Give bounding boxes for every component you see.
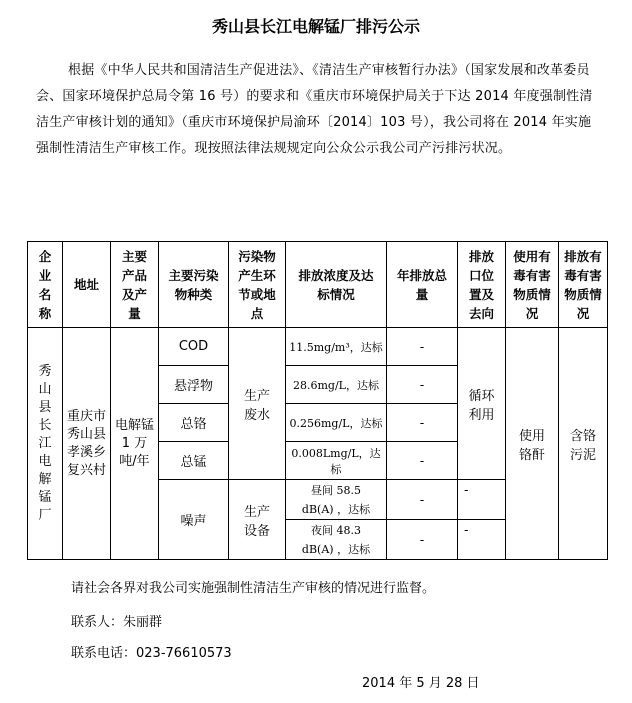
header-outlet: 排放口位置及去向: [458, 242, 506, 328]
table-row: [28, 328, 608, 366]
contact-person: 联系人：朱丽群: [71, 615, 163, 630]
emission-table: [27, 241, 608, 560]
noise-day-outlet-cell: -: [458, 480, 506, 520]
emission-cell: 28.6mg/L，达标: [286, 366, 387, 404]
noise-night-emission-cell: 夜间 48.3 dB(A) ，达标: [286, 520, 387, 560]
emission-cell: 0.256mg/L，达标: [286, 404, 387, 442]
header-source: 污染物产生环节或地点: [229, 242, 286, 328]
noise-night-outlet-cell: -: [458, 520, 506, 560]
table-header-row: [28, 242, 608, 328]
header-pollutant: 主要污染物种类: [159, 242, 229, 328]
supervision-text: 请社会各界对我公司实施强制性清洁生产审核的情况进行监督。: [71, 581, 436, 596]
noise-day-annual-cell: -: [387, 480, 458, 520]
page-title: 秀山县长江电解锰厂排污公示: [211, 17, 420, 36]
pollutant-cell: COD: [159, 328, 229, 366]
header-emission: 排放浓度及达标情况: [286, 242, 387, 328]
header-toxic-discharge: 排放有毒有害物质情况: [559, 242, 608, 328]
water-source-cell: 生产废水: [229, 328, 286, 480]
noise-pollutant-cell: 噪声: [159, 480, 229, 560]
noise-night-annual-cell: -: [387, 520, 458, 560]
header-toxic-use: 使用有毒有害物质情况: [506, 242, 559, 328]
header-address: 地址: [63, 242, 111, 328]
annual-cell: -: [387, 366, 458, 404]
noise-source-cell: 生产设备: [229, 480, 286, 560]
pollutant-cell: 总铬: [159, 404, 229, 442]
company-cell: 秀山县长江电解锰厂: [28, 328, 63, 560]
header-annual: 年排放总量: [387, 242, 458, 328]
emission-cell: 0.008Lmg/L，达标: [286, 442, 387, 480]
header-company: 企业名称: [28, 242, 63, 328]
pollutant-cell: 悬浮物: [159, 366, 229, 404]
toxic-discharge-cell: 含铬污泥: [559, 328, 608, 560]
product-cell: 电解锰 1 万吨/年: [111, 328, 159, 560]
document-date: 2014 年 5 月 28 日: [362, 676, 480, 691]
pollutant-cell: 总锰: [159, 442, 229, 480]
address-cell: 重庆市秀山县孝溪乡复兴村: [63, 328, 111, 560]
contact-phone: 联系电话：023-76610573: [71, 646, 232, 661]
header-product: 主要产品及产量: [111, 242, 159, 328]
emission-cell: 11.5mg/m³，达标: [286, 328, 387, 366]
outlet-cell: 循环利用: [458, 328, 506, 480]
annual-cell: -: [387, 404, 458, 442]
intro-paragraph: 根据《中华人民共和国清洁生产促进法》、《清洁生产审核暂行办法》（国家发展和改革委员会、国家环境保护总局令第 16 号）的要求和《重庆市环境保护局关于下达 2014 年度强制性清洁生产审核计划的通知》（重庆市环境保护局渝环〔2014〕103 号），我公司将在 2014 年实施强制性清洁生产审核工作。现按照法律法规规定向公众公示我公司产污排污状况。: [36, 63, 593, 156]
noise-day-emission-cell: 昼间 58.5 dB(A) ，达标: [286, 480, 387, 520]
annual-cell: -: [387, 328, 458, 366]
annual-cell: -: [387, 442, 458, 480]
toxic-use-cell: 使用铬酐: [506, 328, 559, 560]
